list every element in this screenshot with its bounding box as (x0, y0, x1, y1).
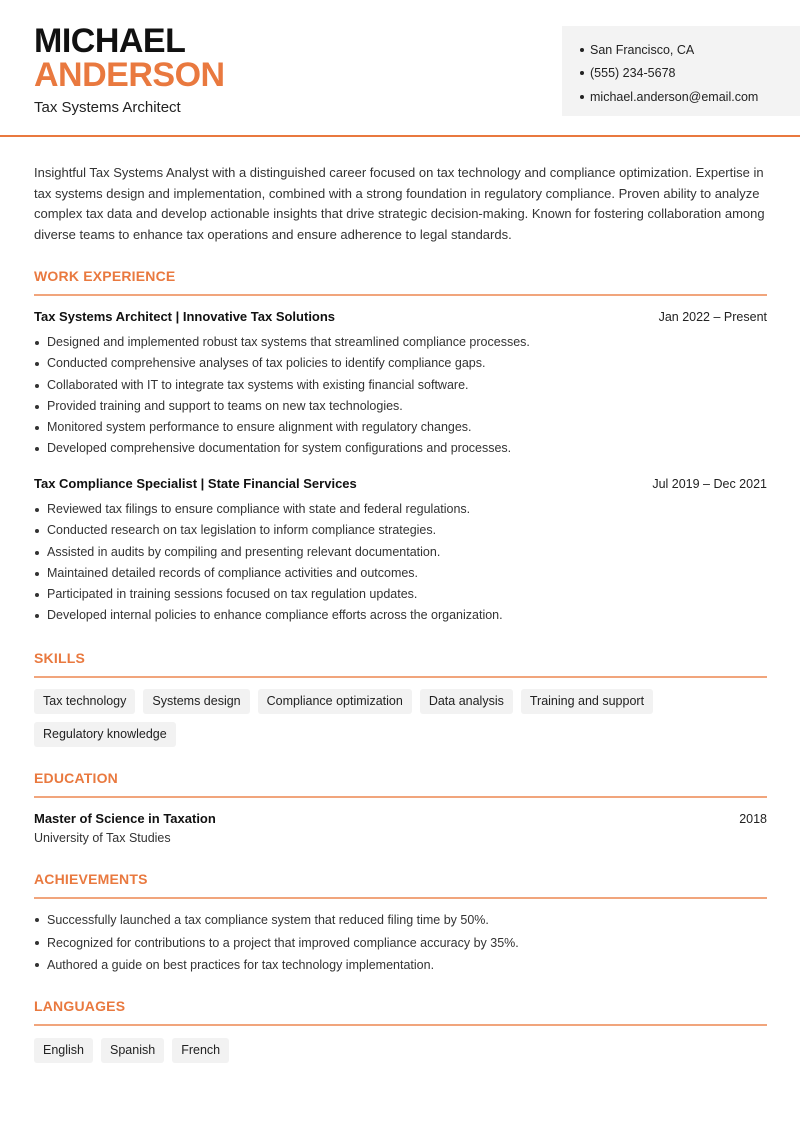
language-tag: English (34, 1038, 93, 1063)
job-bullets (34, 499, 767, 627)
language-tag: French (172, 1038, 229, 1063)
list-item: Monitored system performance to ensure alignment with regulatory changes. (34, 417, 767, 438)
language-tags (34, 1038, 767, 1063)
skill-tag: Training and support (521, 689, 653, 714)
job-header (34, 309, 767, 324)
list-item: Maintained detailed records of compliance activities and outcomes. (34, 563, 767, 584)
list-item: Collaborated with IT to integrate tax systems with existing financial software. (34, 375, 767, 396)
contact-location (580, 38, 800, 62)
bullet-icon (580, 48, 584, 52)
location-text: San Francisco, CA (590, 42, 695, 57)
bullet-icon (580, 95, 584, 99)
list-item: Assisted in audits by compiling and presenting relevant documentation. (34, 542, 767, 563)
degree: Master of Science in Taxation (34, 811, 216, 826)
list-item: Conducted research on tax legislation to inform compliance strategies. (34, 520, 767, 541)
language-tag: Spanish (101, 1038, 164, 1063)
resume-header (0, 0, 800, 137)
contact-email (580, 85, 800, 109)
achievements-heading: ACHIEVEMENTS (34, 871, 148, 887)
first-name: MICHAEL (34, 22, 186, 60)
job-header (34, 476, 767, 491)
list-item: Conducted comprehensive analyses of tax policies to identify compliance gaps. (34, 353, 767, 374)
skill-tag: Compliance optimization (258, 689, 412, 714)
education-row (34, 811, 767, 826)
list-item: Authored a guide on best practices for tax technology implementation. (34, 954, 767, 977)
job-dates: Jan 2022 – Present (658, 310, 767, 324)
skill-tag: Data analysis (420, 689, 513, 714)
list-item: Successfully launched a tax compliance system that reduced filing time by 50%. (34, 909, 767, 932)
graduation-year: 2018 (739, 812, 767, 826)
education-heading: EDUCATION (34, 770, 118, 786)
list-item: Reviewed tax filings to ensure compliance with state and federal regulations. (34, 499, 767, 520)
section-divider (34, 294, 767, 296)
section-divider (34, 897, 767, 899)
skill-tag: Systems design (143, 689, 249, 714)
skill-tag: Regulatory knowledge (34, 722, 176, 747)
work-experience-heading: WORK EXPERIENCE (34, 268, 176, 284)
languages-heading: LANGUAGES (34, 998, 126, 1014)
achievements-list (34, 909, 767, 977)
list-item: Developed comprehensive documentation for system configurations and processes. (34, 438, 767, 459)
section-divider (34, 796, 767, 798)
last-name: ANDERSON (34, 56, 225, 94)
list-item: Participated in training sessions focused on tax regulation updates. (34, 584, 767, 605)
job-title-line: Tax Compliance Specialist | State Financial Services (34, 476, 357, 491)
contact-phone (580, 62, 800, 86)
list-item: Developed internal policies to enhance compliance efforts across the organization. (34, 605, 767, 626)
phone-text: (555) 234-5678 (590, 66, 676, 81)
skills-heading: SKILLS (34, 650, 85, 666)
section-divider (34, 676, 767, 678)
email-text: michael.anderson@email.com (590, 89, 759, 104)
list-item: Designed and implemented robust tax systems that streamlined compliance processes. (34, 332, 767, 353)
section-divider (34, 1024, 767, 1026)
list-item: Recognized for contributions to a project that improved compliance accuracy by 35%. (34, 932, 767, 955)
job-title: Tax Systems Architect (34, 99, 181, 116)
job-title-line: Tax Systems Architect | Innovative Tax Solutions (34, 309, 336, 324)
skills-tags (34, 689, 767, 747)
contact-box (562, 26, 800, 116)
school-name: University of Tax Studies (34, 831, 171, 845)
job-dates: Jul 2019 – Dec 2021 (652, 477, 767, 491)
summary-paragraph: Insightful Tax Systems Analyst with a distinguished career focused on tax technology and compliance optimization. Expertise in tax systems design and implementation, combined with a strong foundation in regulatory compliance. Proven ability to analyze complex tax data and develop actionable insights that drive strategic decision-making. Known for fostering collaboration among diverse teams to enhance tax operations and ensure adherence to legal standards. (34, 165, 765, 243)
job-bullets (34, 332, 767, 460)
skill-tag: Tax technology (34, 689, 135, 714)
list-item: Provided training and support to teams on new tax technologies. (34, 396, 767, 417)
bullet-icon (580, 71, 584, 75)
